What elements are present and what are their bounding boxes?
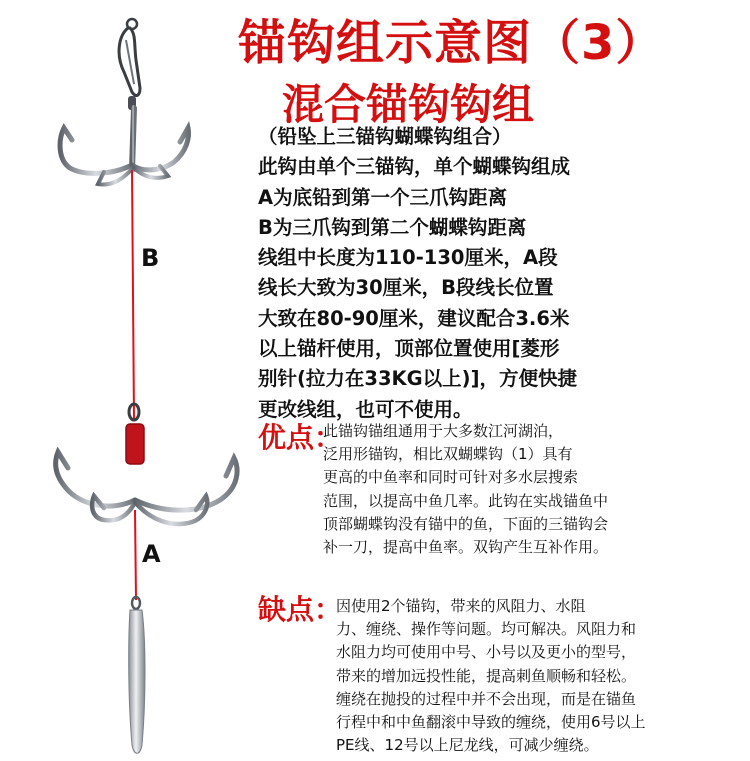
description-line: 以上锚杆使用，顶部位置使用[菱形 xyxy=(258,337,560,361)
description-line: （铅坠上三锚钩蝴蝶钩组合） xyxy=(258,125,512,148)
sinker-icon xyxy=(129,597,145,753)
pros-line: 范围，以提高中鱼几率。此钩在实战锚鱼中 xyxy=(323,491,609,510)
cons-line: 缠绕在抛投的过程中并不会出现，而是在锚鱼 xyxy=(336,689,637,708)
description-line: 大致在80-90厘米，建议配合3.6米 xyxy=(258,306,570,330)
cons-line: 力、缠绕、操作等问题。均可解决。风阻力和 xyxy=(336,620,637,639)
pros-line: 补一刀，提高中鱼率。双钩产生互补作用。 xyxy=(323,538,609,557)
description-line: 线长大致为30厘米，B段线长位置 xyxy=(258,276,554,300)
pros-text xyxy=(323,420,608,559)
pros-line: 此锚钩锚组通用于大多数江河湖泊， xyxy=(323,422,564,440)
description-line: 线组中长度为110-130厘米，A段 xyxy=(258,246,558,270)
description-line: 此钩由单个三锚钩，单个蝴蝶钩组成 xyxy=(258,155,571,179)
description-line: B为三爪钩到第二个蝴蝶钩距离 xyxy=(258,215,527,239)
description-line: 更改线组，也可不使用。 xyxy=(258,397,473,421)
line-segment-a xyxy=(135,510,136,600)
cons-line: 水阻力均可使用中号、小号以及更小的型号， xyxy=(336,643,637,662)
snap-swivel-icon xyxy=(119,19,140,110)
line-segment-b xyxy=(132,170,134,420)
cons-line: 带来的增加远投性能，提高刺鱼顺畅和轻松。 xyxy=(336,666,637,685)
rig-description xyxy=(258,122,577,425)
treble-hook-icon xyxy=(56,404,237,524)
cons-heading: 缺点： xyxy=(258,593,343,626)
description-line: A为底铅到第一个三爪钩距离 xyxy=(258,185,508,209)
cons-line: 因使用2个锚钩，带来的风阻力、水阻 xyxy=(336,597,586,615)
pros-heading: 优点： xyxy=(258,421,343,454)
segment-b-label: B xyxy=(141,244,160,272)
butterfly-hook-icon xyxy=(60,108,188,184)
page-title: 锚钩组示意图（3） xyxy=(238,15,665,71)
pros-line: 泛用形锚钩，相比双蝴蝶钩（1）具有 xyxy=(323,445,573,464)
pros-line: 顶部蝴蝶钩没有锚中的鱼，下面的三锚钩会 xyxy=(323,514,609,533)
cons-line: PE线、12号以上尼龙线，可减少缠绕。 xyxy=(336,736,599,755)
description-line: 别针(拉力在33KG以上)]，方便快捷 xyxy=(258,367,577,391)
segment-a-label: A xyxy=(142,540,161,568)
cons-text xyxy=(336,595,646,757)
cons-line: 行程中和中鱼翻滚中导致的缠绕，使用6号以上 xyxy=(336,713,646,732)
pros-line: 更高的中鱼率和同时可针对多水层搜索 xyxy=(323,468,579,487)
page-subtitle: 混合锚钩钩组 xyxy=(282,80,535,129)
